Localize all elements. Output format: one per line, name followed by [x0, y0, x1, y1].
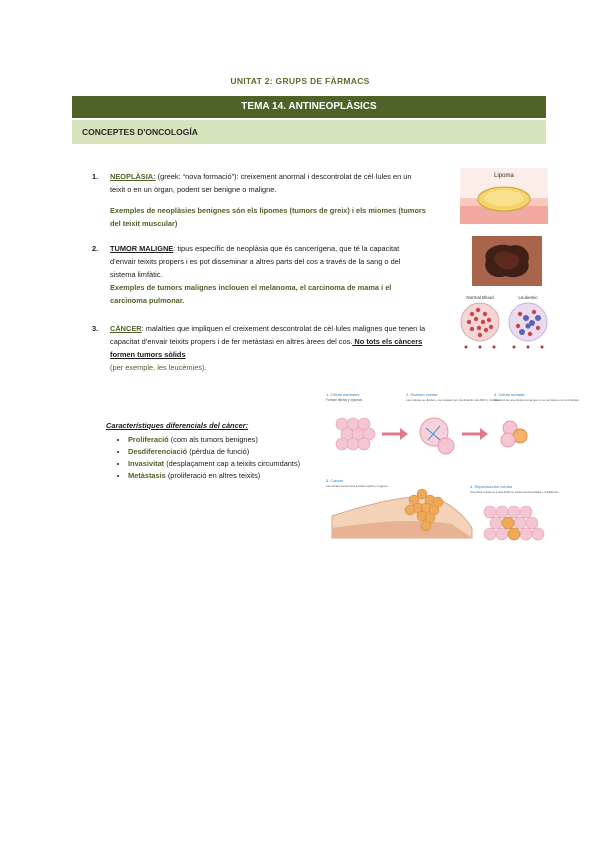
- item-number: 2.: [92, 244, 99, 253]
- example-note: (per exemple, les leucèmies).: [110, 363, 207, 372]
- step2-text: Las células se dividen y se reparan por duplicación del ADN y mitosis: [406, 398, 499, 402]
- step3-text: Mutación de una célula normal que no se reproduce con normalidad: [494, 398, 579, 402]
- features-heading: Característiques diferencials del càncer:: [106, 421, 249, 430]
- tema-title-bar: TEMA 14. ANTINEOPLÀSICS: [72, 96, 546, 118]
- item-number: 3.: [92, 324, 99, 333]
- cancer-features: [102, 420, 302, 482]
- definition-text: : malalties que impliquen el creixement descontrolat de cèl·lules malignes que tenen la capacitat d’envair teixits propers i de fer metàstasi en altres àrees del cos.: [110, 324, 426, 346]
- feature-item: • Metàstasis (proliferació en altres teixits): [128, 470, 302, 482]
- feature-item: • Proliferació (com als tumors benignes): [128, 434, 302, 446]
- lipoma-label: Lipoma: [494, 173, 514, 179]
- step5-title: 5. Cáncer: [326, 478, 344, 483]
- step1-text: Forman tejidos y órganos: [326, 398, 362, 402]
- blood-smear-image: [458, 292, 550, 354]
- lipoma-image: [460, 168, 548, 224]
- feature-item: • Desdiferenciació (pèrdua de funció): [128, 446, 302, 458]
- blood-label-leukemic: Leukemic: [518, 295, 538, 300]
- step1-title: 1. Célula normales: [326, 392, 360, 397]
- definition-item-tumor-maligne: [92, 242, 427, 307]
- definition-item-cancer: [92, 322, 427, 374]
- example-note: Exemples de neoplàsies benignes són els lipomes (tumors de greix) i els miomes (tumors del teixit muscular): [110, 206, 426, 228]
- term-cancer: CÀNCER: [110, 324, 142, 333]
- definition-item-neoplasia: [92, 170, 427, 230]
- unit-title: UNITAT 2: GRUPS DE FÀRMACS: [230, 76, 370, 86]
- step2-title: 2. División celular: [406, 392, 438, 397]
- term-tumor-maligne: TUMOR MALIGNE: [110, 244, 174, 253]
- definition-text: (greek: “nova formació”): creixement anormal i descontrolat de cèl·lules en un teixit o en un òrgan, podent ser benigne o maligne.: [110, 172, 412, 194]
- step4-title: 4. Reproducción celular: [470, 484, 513, 489]
- features-list: [102, 434, 302, 482]
- item-number: 1.: [92, 172, 99, 181]
- step4-text: Una célula mutada se puede dividir en células descontroladas y multiplicarse: [470, 491, 559, 494]
- underlined-note: No tots els càncers formen tumors sòlids: [110, 337, 423, 359]
- blood-label-normal: Normal Blood: [466, 295, 494, 300]
- cancer-development-diagram: [322, 388, 579, 552]
- example-note: Exemples de tumors malignes inclouen el melanoma, el carcinoma de mama i el carcinoma pulmonar.: [110, 283, 392, 305]
- definition-text: : tipus específic de neoplàsia que és cancerígena, que té la capacitat d’envair teixits propers i es pot disseminar a altres parts del cos a través de la sang o del sistema limfàtic.: [110, 244, 401, 279]
- feature-item: • Invasivitat (desplaçament cap a teixits circumdants): [128, 458, 302, 470]
- step5-text: Las células cancerosas invaden tejidos y órganos: [326, 484, 388, 488]
- term-neoplasia: NEOPLÀSIA:: [110, 172, 156, 181]
- section-title-bar: CONCEPTES D'ONCOLOGÍA: [72, 120, 546, 144]
- step3-title: 3. Célula mutada: [494, 392, 525, 397]
- melanoma-image: [472, 236, 542, 286]
